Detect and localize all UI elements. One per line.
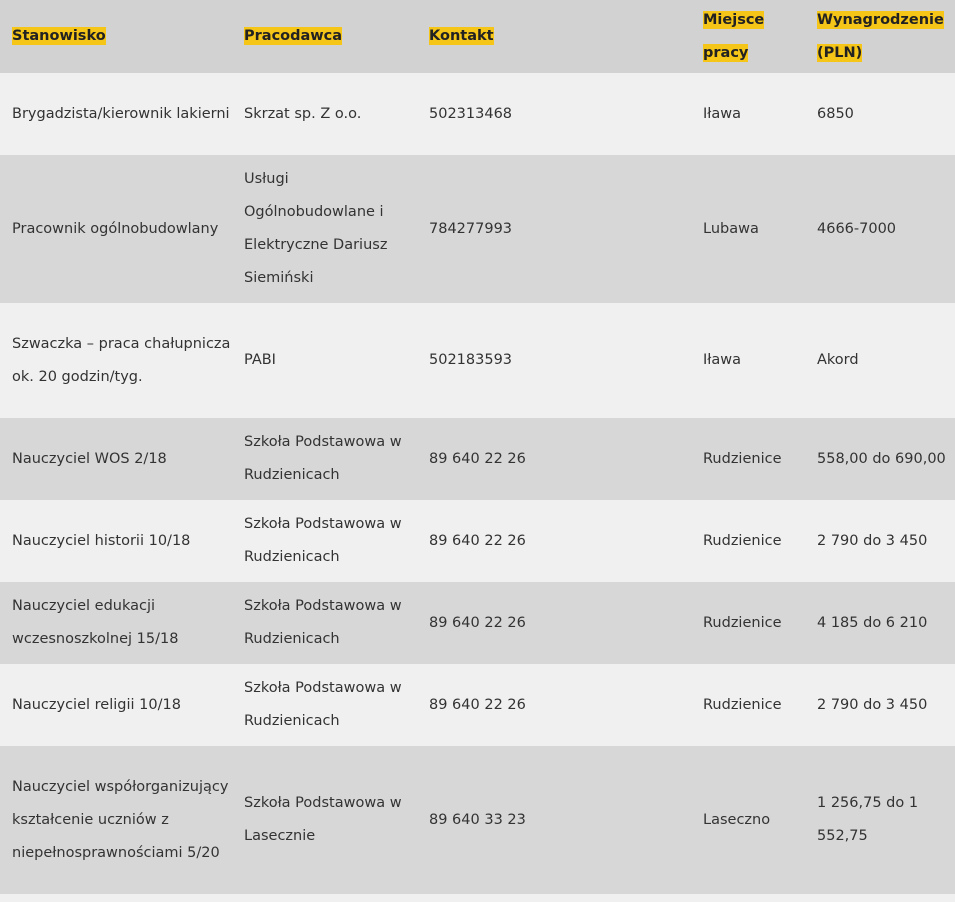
table-row-partial: [0, 894, 955, 902]
table-header: [0, 0, 955, 73]
table-row: [0, 746, 955, 894]
header-employer: Pracodawca: [244, 28, 343, 44]
cell-contact: 502313468: [429, 105, 513, 122]
cell-employer: Usługi Ogólnobudowlane i Elektryczne Dariusz Siemiński: [244, 171, 388, 286]
cell-position: Nauczyciel WOS 2/18: [12, 450, 167, 467]
cell-salary: 558,00 do 690,00: [817, 450, 946, 467]
cell-position: Nauczyciel religii 10/18: [12, 696, 181, 713]
cell-contact: 784277993: [429, 220, 513, 237]
header-row: [0, 0, 955, 73]
cell-contact: 89 640 33 23: [429, 811, 526, 828]
cell-employer: Szkoła Podstawowa w Rudzienicach: [244, 434, 402, 483]
cell-employer: Szkoła Podstawowa w Rudzienicach: [244, 680, 402, 729]
cell-location: Laseczno: [703, 811, 771, 828]
cell-location: Lubawa: [703, 220, 759, 237]
header-contact: Kontakt: [429, 28, 494, 44]
cell-salary: 6850: [817, 105, 854, 122]
cell-contact: 89 640 22 26: [429, 614, 526, 631]
cell-contact: 502183593: [429, 352, 513, 368]
cell-salary: 2 790 do 3 450: [817, 532, 928, 549]
cell-position: Szwaczka – praca chałupnicza ok. 20 godzin/tyg.: [12, 335, 231, 385]
cell-location: Rudzienice: [703, 450, 782, 467]
cell-empty: [691, 894, 805, 902]
cell-empty: [417, 894, 691, 902]
cell-salary: 4666-7000: [817, 220, 897, 237]
cell-location: Rudzienice: [703, 532, 782, 549]
header-salary: Wynagrodzenie (PLN): [817, 11, 944, 61]
cell-location: Rudzienice: [703, 614, 782, 631]
cell-contact: 89 640 22 26: [429, 696, 526, 713]
cell-position: Pracownik ogólnobudowlany: [12, 220, 219, 237]
cell-position: Brygadzista/kierownik lakierni: [12, 105, 230, 122]
table-row: [0, 303, 955, 418]
cell-empty: [232, 894, 417, 902]
table-body: [0, 73, 955, 902]
cell-empty: [805, 894, 955, 902]
header-location: Miejsce pracy: [703, 11, 765, 61]
cell-salary: 1 256,75 do 1 552,75: [817, 795, 919, 844]
cell-position: Nauczyciel edukacji wczesnoszkolnej 15/18: [12, 598, 179, 647]
cell-position: Nauczyciel historii 10/18: [12, 532, 191, 549]
cell-employer: Szkoła Podstawowa w Rudzienicach: [244, 598, 402, 647]
cell-location: Iława: [703, 105, 742, 122]
table-row: [0, 582, 955, 664]
cell-empty: [0, 894, 232, 902]
cell-contact: 89 640 22 26: [429, 532, 526, 549]
cell-position: Nauczyciel współorganizujący kształcenie uczniów z niepełnosprawnościami 5/20: [12, 778, 229, 861]
cell-employer: Szkoła Podstawowa w Rudzienicach: [244, 516, 402, 565]
cell-salary: Akord: [817, 352, 859, 368]
cell-location: Rudzienice: [703, 696, 782, 713]
cell-employer: Skrzat sp. Z o.o.: [244, 105, 362, 122]
table-row: [0, 664, 955, 746]
table-row: [0, 155, 955, 303]
cell-location: Iława: [703, 352, 742, 368]
table-row: [0, 500, 955, 582]
cell-employer: PABI: [244, 352, 276, 368]
table-row: [0, 418, 955, 500]
cell-salary: 2 790 do 3 450: [817, 696, 928, 713]
cell-salary: 4 185 do 6 210: [817, 614, 928, 631]
table-row: [0, 73, 955, 155]
cell-contact: 89 640 22 26: [429, 450, 526, 467]
header-position: Stanowisko: [12, 28, 106, 44]
cell-employer: Szkoła Podstawowa w Lasecznie: [244, 795, 402, 844]
